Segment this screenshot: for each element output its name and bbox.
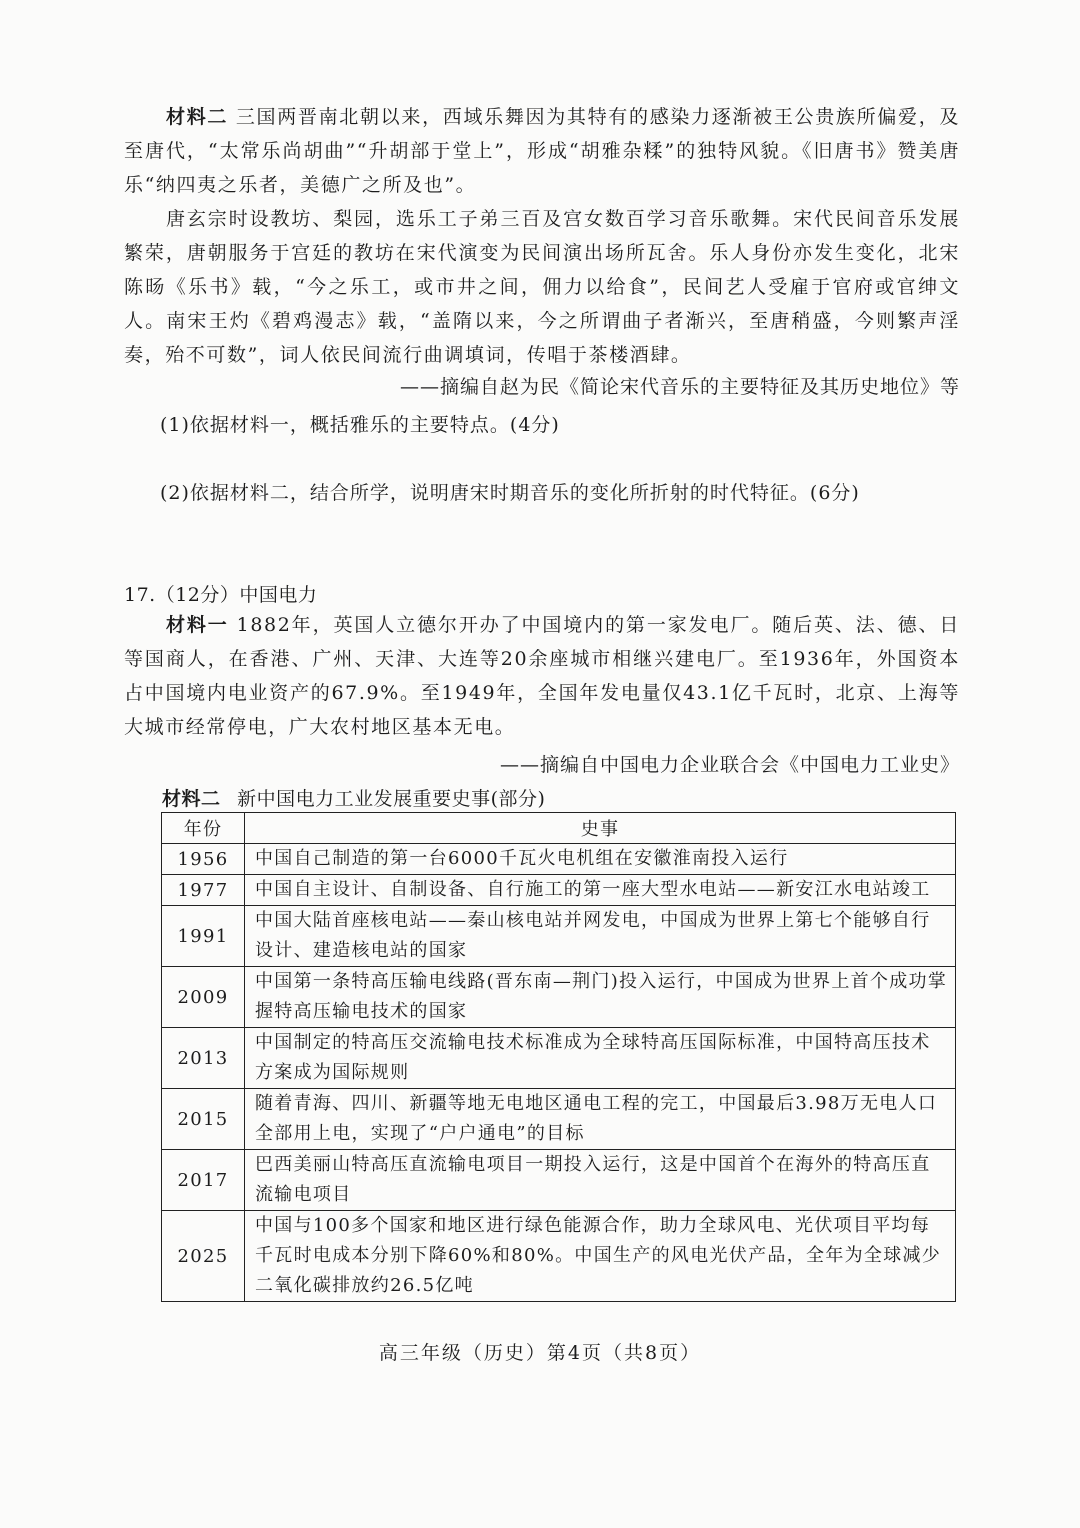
row-event: 中国第一条特高压输电线路(晋东南—荆门)投入运行，中国成为世界上首个成功掌握特高压输电技术的国家 [245, 967, 956, 1028]
row-event: 中国制定的特高压交流输电技术标准成为全球特高压国际标准，中国特高压技术方案成为国际规则 [245, 1028, 956, 1089]
table-row [162, 1028, 956, 1089]
row-year: 2015 [162, 1089, 245, 1150]
row-year: 2017 [162, 1150, 245, 1211]
table-row [162, 875, 956, 906]
page-footer: 高三年级（历史）第4页（共8页） [378, 1342, 702, 1364]
row-event: 中国与100多个国家和地区进行绿色能源合作，助力全球风电、光伏项目平均每千瓦时电成本分别下降60%和80%。中国生产的风电光伏产品，全年为全球减少二氧化碳排放约26.5亿吨 [245, 1211, 956, 1302]
q17-material1-text: 1882年，英国人立德尔开办了中国境内的第一家发电厂。随后英、法、德、日等国商人，在香港、广州、天津、大连等20余座城市相继兴建电厂。至1936年，外国资本占中国境内电业资产的67.9%。至1949年，全国年发电量仅43.1亿千瓦时，北京、上海等大城市经常停电，广大农村地区基本无电。 [124, 614, 960, 738]
q17-material1-label: 材料一 [166, 614, 229, 636]
material2-source: ——摘编自赵为民《简论宋代音乐的主要特征及其历史地位》等 [399, 376, 960, 398]
table-row [162, 844, 956, 875]
table-row [162, 1089, 956, 1150]
power-history-table [161, 812, 956, 1302]
row-event: 巴西美丽山特高压直流输电项目一期投入运行，这是中国首个在海外的特高压直流输电项目 [245, 1150, 956, 1211]
row-year: 1991 [162, 906, 245, 967]
header-event: 史事 [245, 813, 956, 844]
table-row [162, 1211, 956, 1302]
row-year: 2013 [162, 1028, 245, 1089]
table-row [162, 1150, 956, 1211]
q17-material2-label: 材料二 [162, 788, 221, 810]
q17-material1-paragraph [124, 608, 960, 744]
material2-label: 材料二 [166, 106, 229, 128]
q17-material2-title: 新中国电力工业发展重要史事(部分) [237, 788, 546, 810]
row-year: 2009 [162, 967, 245, 1028]
row-event: 中国自己制造的第一台6000千瓦火电机组在安徽淮南投入运行 [245, 844, 956, 875]
material2-paragraph-1 [124, 100, 960, 202]
table-row [162, 967, 956, 1028]
header-year: 年份 [162, 813, 245, 844]
table-header-row [162, 813, 956, 844]
row-year: 1977 [162, 875, 245, 906]
question-2: (2)依据材料二，结合所学，说明唐宋时期音乐的变化所折射的时代特征。(6分) [160, 482, 860, 504]
material2-text-1: 三国两晋南北朝以来，西域乐舞因为其特有的感染力逐渐被王公贵族所偏爱，及至唐代，“太常乐尚胡曲”“升胡部于堂上”，形成“胡雅杂糅”的独特风貌。《旧唐书》赞美唐乐“纳四夷之乐者，美德广之所及也”。 [124, 106, 960, 196]
question-1: (1)依据材料一，概括雅乐的主要特点。(4分) [160, 414, 560, 436]
question-17-title: 17.（12分）中国电力 [124, 584, 318, 606]
row-year: 1956 [162, 844, 245, 875]
row-event: 中国大陆首座核电站——秦山核电站并网发电，中国成为世界上第七个能够自行设计、建造核电站的国家 [245, 906, 956, 967]
q17-material2-caption [162, 784, 545, 811]
row-year: 2025 [162, 1211, 245, 1302]
table-row [162, 906, 956, 967]
row-event: 中国自主设计、自制设备、自行施工的第一座大型水电站——新安江水电站竣工 [245, 875, 956, 906]
row-event: 随着青海、四川、新疆等地无电地区通电工程的完工，中国最后3.98万无电人口全部用上电，实现了“户户通电”的目标 [245, 1089, 956, 1150]
q17-material1-source: ——摘编自中国电力企业联合会《中国电力工业史》 [499, 754, 960, 776]
material2-paragraph-2: 唐玄宗时设教坊、梨园，选乐工子弟三百及宫女数百学习音乐歌舞。宋代民间音乐发展繁荣，唐朝服务于宫廷的教坊在宋代演变为民间演出场所瓦舍。乐人身份亦发生变化，北宋陈旸《乐书》载，“今之乐工，或市井之间，佣力以给食”，民间艺人受雇于官府或官绅文人。南宋王灼《碧鸡漫志》载，“盖隋以来，今之所谓曲子者渐兴，至唐稍盛，今则繁声淫奏，殆不可数”，词人依民间流行曲调填词，传唱于茶楼酒肆。 [124, 208, 960, 366]
